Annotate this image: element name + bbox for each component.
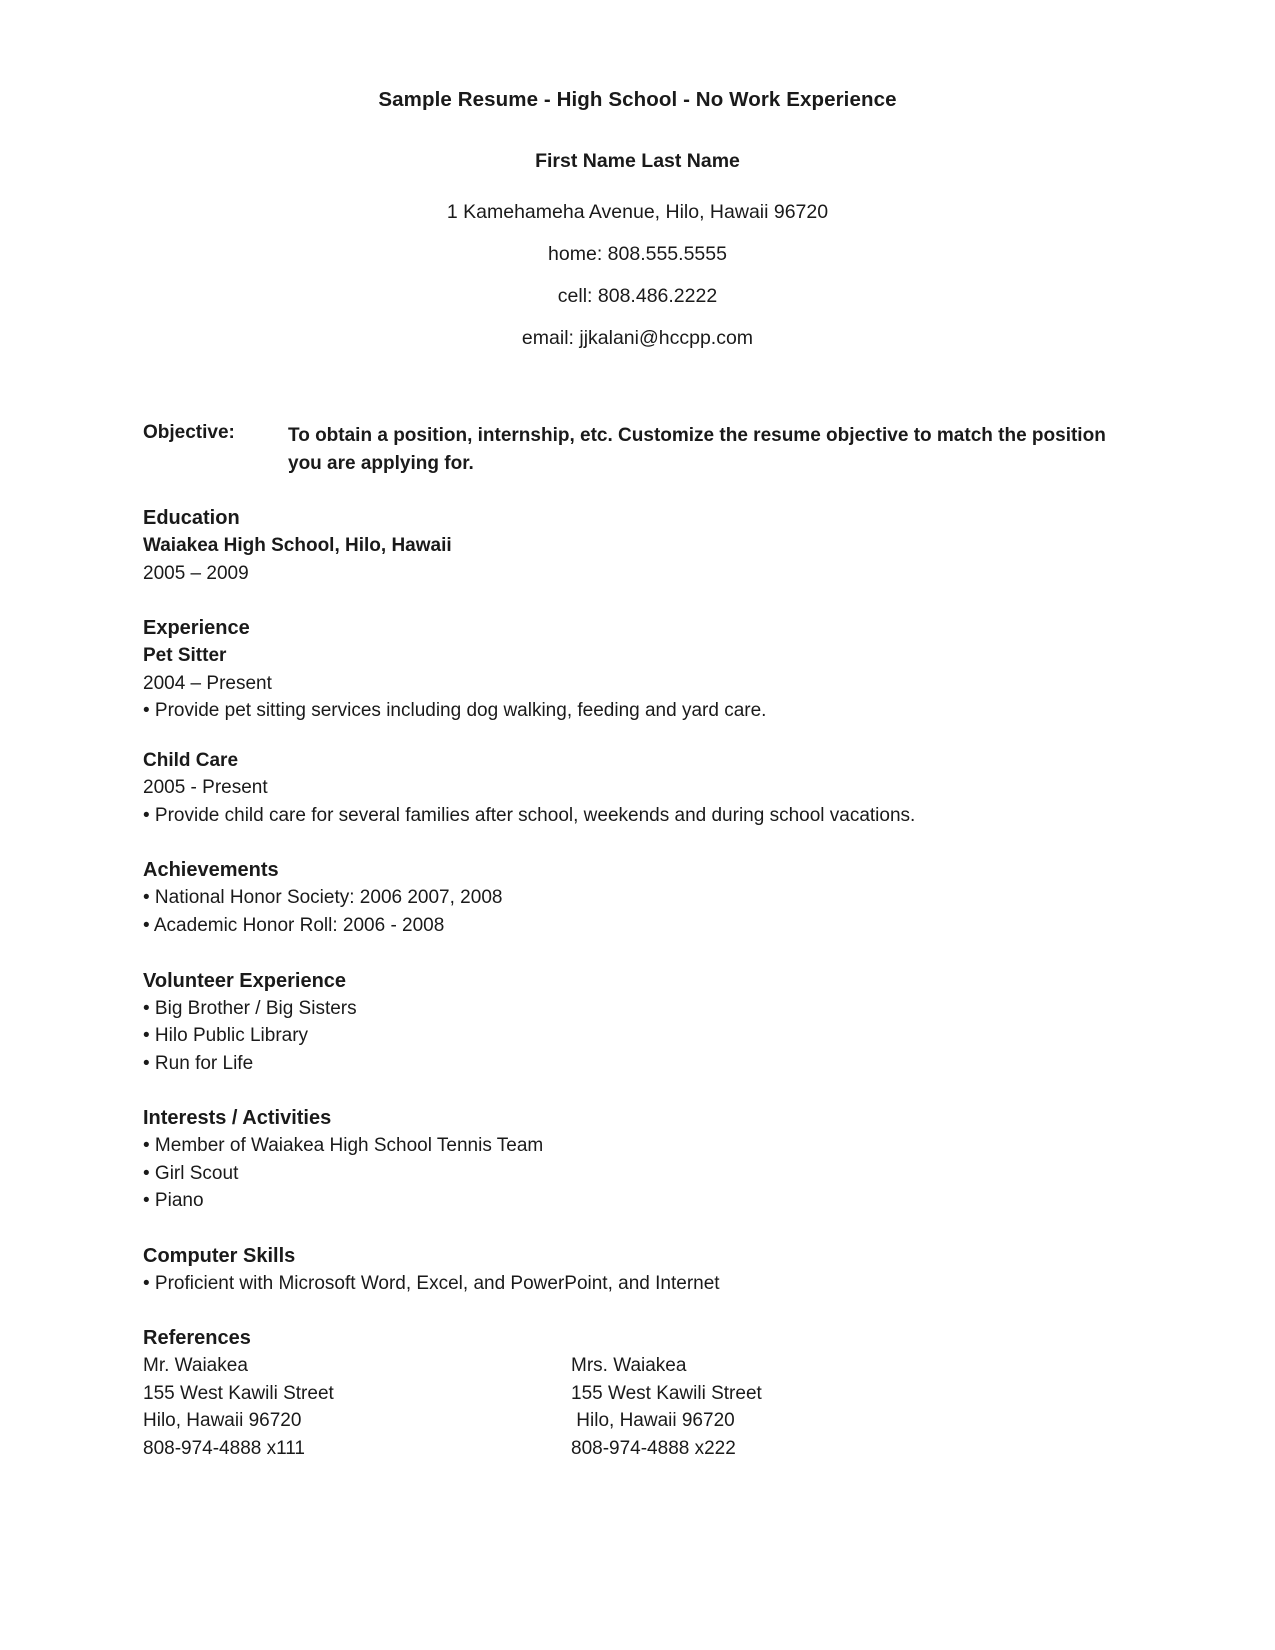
education-heading: Education [143,507,240,530]
list-item: • Academic Honor Roll: 2006 - 2008 [143,915,445,937]
interests-section [143,1107,1135,1215]
list-item: • Proficient with Microsoft Word, Excel, and PowerPoint, and Internet [143,1272,720,1294]
list-item: • Run for Life [143,1052,254,1074]
references-columns [143,1352,1135,1462]
experience-section [143,617,1135,829]
education-school: Waiakea High School, Hilo, Hawaii [143,535,452,557]
job-bullet: • Provide pet sitting services including dog walking, feeding and yard care. [143,700,767,722]
contact-cell-phone: cell: 808.486.2222 [557,285,718,307]
objective-text [288,422,1135,477]
achievements-heading: Achievements [143,859,279,882]
contact-email: email: jjkalani@hccpp.com [521,327,754,349]
volunteer-heading: Volunteer Experience [143,969,347,992]
experience-job [143,642,1135,725]
objective-section [143,422,1135,477]
reference-street: 155 West Kawili Street [571,1382,762,1404]
reference-phone: 808-974-4888 x222 [571,1438,736,1460]
reference-name: Mrs. Waiakea [571,1355,687,1377]
achievements-section [143,859,1135,939]
list-item: • National Honor Society: 2006 2007, 2008 [143,887,503,909]
contact-address: 1 Kamehameha Avenue, Hilo, Hawaii 96720 [446,201,829,223]
list-item: • Member of Waiakea High School Tennis Team [143,1135,544,1157]
list-item: • Piano [143,1190,204,1212]
education-dates: 2005 – 2009 [143,562,249,584]
objective-label: Objective: [143,422,235,443]
document-title: Sample Resume - High School - No Work Experience [378,88,897,111]
reference-city: Hilo, Hawaii 96720 [571,1410,735,1432]
list-item: • Hilo Public Library [143,1025,309,1047]
objective-bold-lead: To obtain a position, internship, etc. [288,425,619,446]
applicant-name: First Name Last Name [535,150,740,172]
reference-entry [423,1352,1135,1462]
job-dates: 2005 - Present [143,777,268,799]
objective-rest: Customize the resume objective to match the position you are applying for. [288,425,1106,474]
reference-street: 155 West Kawili Street [143,1382,334,1404]
list-item: • Girl Scout [143,1162,239,1184]
reference-phone: 808-974-4888 x111 [143,1438,305,1460]
references-heading: References [143,1327,251,1350]
job-dates: 2004 – Present [143,672,272,694]
computer-skills-heading: Computer Skills [143,1244,296,1267]
volunteer-section [143,970,1135,1078]
experience-job [143,747,1135,830]
reference-city: Hilo, Hawaii 96720 [143,1410,302,1432]
job-title: Pet Sitter [143,645,227,667]
interests-heading: Interests / Activities [143,1107,332,1130]
computer-skills-section [143,1245,1135,1298]
reference-entry [143,1352,423,1462]
contact-home-phone: home: 808.555.5555 [548,243,727,265]
reference-name: Mr. Waiakea [143,1355,248,1377]
education-section [143,507,1135,587]
job-title: Child Care [143,749,239,771]
list-item: • Big Brother / Big Sisters [143,997,357,1019]
references-section [143,1327,1135,1462]
job-bullet: • Provide child care for several families after school, weekends and during school vacations. [143,804,916,826]
experience-heading: Experience [143,617,250,640]
resume-body [143,350,1135,1463]
